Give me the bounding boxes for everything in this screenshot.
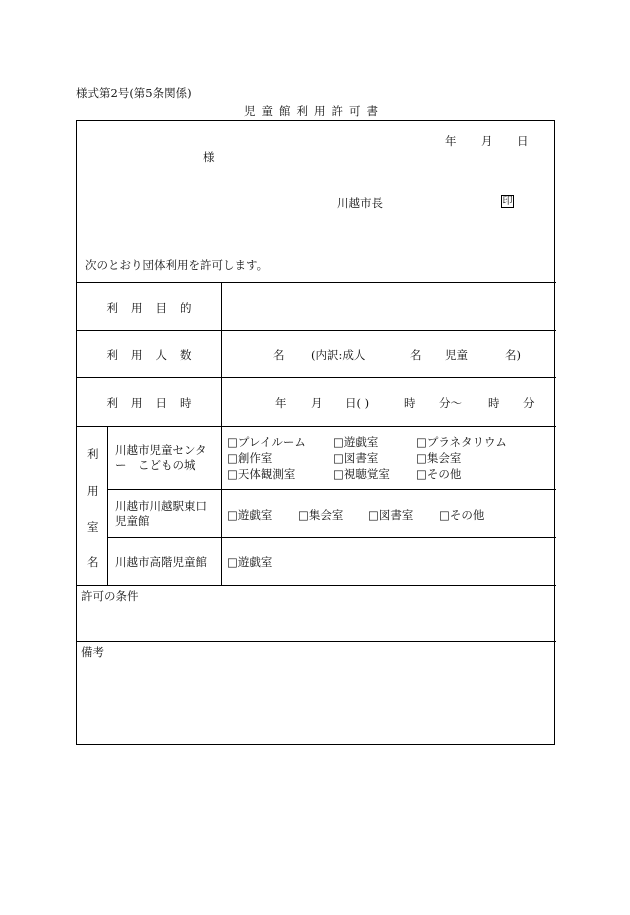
remarks-label: 備考	[81, 645, 104, 659]
room-checkbox[interactable]: □創作室	[227, 451, 273, 465]
issuer-name: 川越市長	[337, 196, 383, 210]
conditions-field[interactable]	[78, 603, 554, 640]
room-checkbox[interactable]: □遊戯室	[227, 508, 273, 522]
room-label-char: 利	[87, 447, 99, 461]
adult-count-unit: 名	[410, 348, 422, 362]
room-checkbox[interactable]: □プラネタリウム	[416, 435, 507, 449]
room-checkbox[interactable]: □集会室	[298, 508, 344, 522]
child-count-unit: 名)	[505, 348, 521, 362]
date-year-unit: 年	[275, 396, 287, 410]
room-label-char: 名	[87, 555, 99, 569]
seal-mark: 印	[502, 196, 513, 207]
facility-name: 川越市高階児童館	[115, 555, 207, 569]
room-checkbox[interactable]: □その他	[439, 508, 485, 522]
date-month: 月	[481, 134, 493, 148]
remarks-field[interactable]	[78, 659, 554, 744]
room-label-char: 用	[87, 484, 99, 498]
people-breakdown: (内訳:成人	[311, 348, 366, 362]
date-month-unit: 月	[311, 396, 323, 410]
permission-statement: 次のとおり団体利用を許可します。	[85, 258, 269, 272]
date-day: 日	[517, 134, 529, 148]
facility-name: 川越市川越駅東口児童館	[115, 499, 207, 528]
room-checkbox[interactable]: □図書室	[333, 451, 379, 465]
facility-name: 川越市児童センター こどもの城	[115, 443, 207, 472]
room-checkbox[interactable]: □遊戯室	[227, 555, 273, 569]
people-label: 利用人数	[106, 348, 205, 362]
form-number: 様式第2号(第5条関係)	[76, 86, 192, 100]
end-hour-unit: 時	[488, 396, 500, 410]
start-minute-unit: 分〜	[439, 396, 462, 410]
permit-form	[76, 120, 555, 745]
date-year: 年	[445, 134, 457, 148]
start-hour-unit: 時	[404, 396, 416, 410]
date-day-unit: 日( )	[345, 396, 370, 410]
room-checkbox[interactable]: □その他	[416, 467, 462, 481]
room-label-char: 室	[87, 520, 99, 534]
room-checkbox[interactable]: □天体観測室	[227, 467, 296, 481]
child-label: 児童	[445, 348, 468, 362]
purpose-field[interactable]	[222, 283, 555, 329]
form-title: 児童館利用許可書	[244, 104, 384, 118]
addressee-suffix: 様	[203, 150, 215, 164]
conditions-label: 許可の条件	[81, 589, 139, 603]
people-count-unit: 名	[273, 348, 285, 362]
room-checkbox[interactable]: □遊戯室	[333, 435, 379, 449]
room-checkbox[interactable]: □図書室	[368, 508, 414, 522]
end-minute-unit: 分	[523, 396, 535, 410]
room-checkbox[interactable]: □集会室	[416, 451, 462, 465]
purpose-label: 利用目的	[106, 301, 205, 315]
datetime-label: 利用日時	[106, 396, 205, 410]
room-checkbox[interactable]: □プレイルーム	[227, 435, 306, 449]
room-checkbox[interactable]: □視聴覚室	[333, 467, 390, 481]
